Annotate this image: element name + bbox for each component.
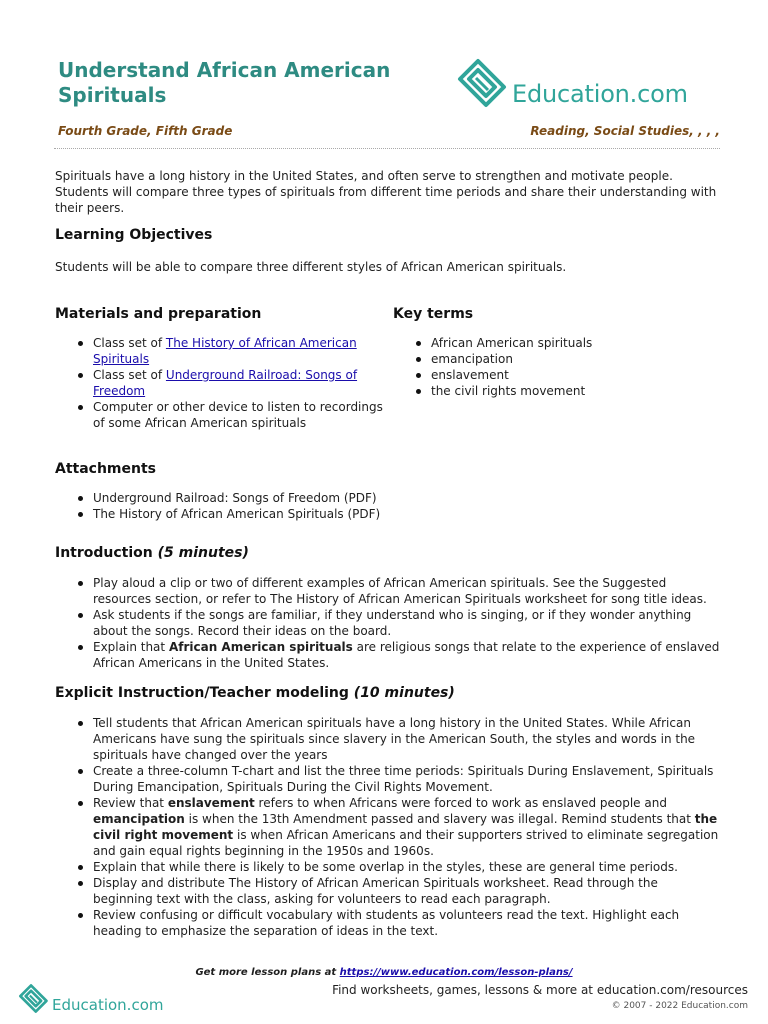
grade-levels: Fourth Grade, Fifth Grade xyxy=(58,124,233,138)
list-item xyxy=(55,335,385,367)
history-worksheet-link[interactable]: The History of African American Spirituals xyxy=(93,336,357,366)
term-enslavement: enslavement xyxy=(167,796,255,810)
footer-logo[interactable] xyxy=(18,983,163,1014)
list-item: the civil rights movement xyxy=(393,383,713,399)
list-item: African American spirituals xyxy=(393,335,713,351)
lesson-plans-link[interactable]: https://www.education.com/lesson-plans/ xyxy=(339,967,573,978)
footer-logo-text: Education.com xyxy=(52,995,164,1014)
education-logo[interactable] xyxy=(456,57,688,109)
attachment-item[interactable]: The History of African American Spirituals (PDF) xyxy=(55,506,715,522)
attachment-item[interactable]: Underground Railroad: Songs of Freedom (PDF) xyxy=(55,490,715,506)
list-item: Play aloud a clip or two of different examples of African American spirituals. See the Suggested resources section, or refer to The History of African American Spirituals worksheet for song title ideas. xyxy=(55,575,720,607)
education-logo-icon xyxy=(456,57,510,109)
list-item: Display and distribute The History of African American Spirituals worksheet. Read through the beginning text with the class, asking for volunteers to read each paragraph. xyxy=(55,875,720,907)
term-civil-right-movement: the civil right movement xyxy=(93,812,718,842)
explicit-instruction-time: (10 minutes) xyxy=(353,685,455,701)
explicit-instruction-list xyxy=(55,715,720,939)
list-item xyxy=(55,639,720,671)
footer-resources-text: Find worksheets, games, lessons & more at education.com/resources xyxy=(332,983,748,997)
attachments-list xyxy=(55,490,715,522)
list-item-text: is when African Americans and their supporters strived to eliminate segregation and gain equal rights beginning in the 1950s and 1960s. xyxy=(93,828,719,858)
explicit-instruction-heading xyxy=(55,685,455,701)
learning-objectives-heading: Learning Objectives xyxy=(55,227,213,243)
list-item-text: Class set of xyxy=(93,336,166,350)
subjects: Reading, Social Studies, , , , xyxy=(530,124,720,138)
list-item-text: is when the 13th Amendment passed and slavery was illegal. Remind students that xyxy=(184,812,695,826)
list-item-text: Class set of xyxy=(93,368,166,382)
footer-cta-text: Get more lesson plans at xyxy=(195,967,340,978)
footer-cta xyxy=(0,967,768,978)
list-item: Ask students if the songs are familiar, if they understand who is singing, or if they wonder anything about the songs. Record their ideas on the board. xyxy=(55,607,720,639)
key-terms-heading: Key terms xyxy=(393,306,474,322)
list-item: emancipation xyxy=(393,351,713,367)
list-item: Tell students that African American spirituals have a long history in the United States. While African Americans have sung the spirituals since slavery in the American South, the styles and words in the spirituals have changed over the years xyxy=(55,715,720,763)
underground-railroad-link[interactable]: Underground Railroad: Songs of Freedom xyxy=(93,368,358,398)
explicit-instruction-heading-text: Explicit Instruction/Teacher modeling xyxy=(55,685,349,701)
education-logo-text: Education.com xyxy=(512,80,688,108)
header-divider xyxy=(54,148,720,149)
list-item-text: are religious songs that relate to the experience of enslaved African Americans in the United States. xyxy=(93,640,720,670)
list-item xyxy=(55,367,385,399)
learning-objectives-text: Students will be able to compare three different styles of African American spirituals. xyxy=(55,260,567,274)
intro-paragraph: Spirituals have a long history in the United States, and often serve to strengthen and motivate people. Students will compare three types of spirituals from different time periods and share their understanding with their peers. xyxy=(55,169,717,215)
introduction-time: (5 minutes) xyxy=(157,545,249,561)
list-item-text: refers to when Africans were forced to work as enslaved people and xyxy=(254,796,667,810)
introduction-heading-text: Introduction xyxy=(55,545,153,561)
list-item: Review confusing or difficult vocabulary with students as volunteers read the text. Highlight each heading to emphasize the separation of ideas in the text. xyxy=(55,907,720,939)
footer-copyright: © 2007 - 2022 Education.com xyxy=(611,1001,748,1011)
term-african-american-spirituals: African American spirituals xyxy=(168,640,353,654)
materials-heading: Materials and preparation xyxy=(55,306,262,322)
list-item-text: Explain that xyxy=(93,640,169,654)
list-item-text: Review that xyxy=(93,796,168,810)
list-item xyxy=(55,795,720,859)
introduction-list xyxy=(55,575,720,671)
materials-list xyxy=(55,335,385,431)
list-item: Explain that while there is likely to be some overlap in the styles, these are general time periods. xyxy=(55,859,720,875)
list-item: Create a three-column T-chart and list the three time periods: Spirituals During Enslavement, Spirituals During Emancipation, Spirituals During the Civil Rights Movement. xyxy=(55,763,720,795)
list-item: Computer or other device to listen to recordings of some African American spirituals xyxy=(55,399,385,431)
attachments-heading: Attachments xyxy=(55,461,157,477)
footer-logo-icon xyxy=(18,983,50,1014)
introduction-heading xyxy=(55,545,249,561)
term-emancipation: emancipation xyxy=(93,812,185,826)
page-title: Understand African American Spirituals xyxy=(58,58,391,107)
key-terms-list xyxy=(393,335,713,399)
list-item: enslavement xyxy=(393,367,713,383)
